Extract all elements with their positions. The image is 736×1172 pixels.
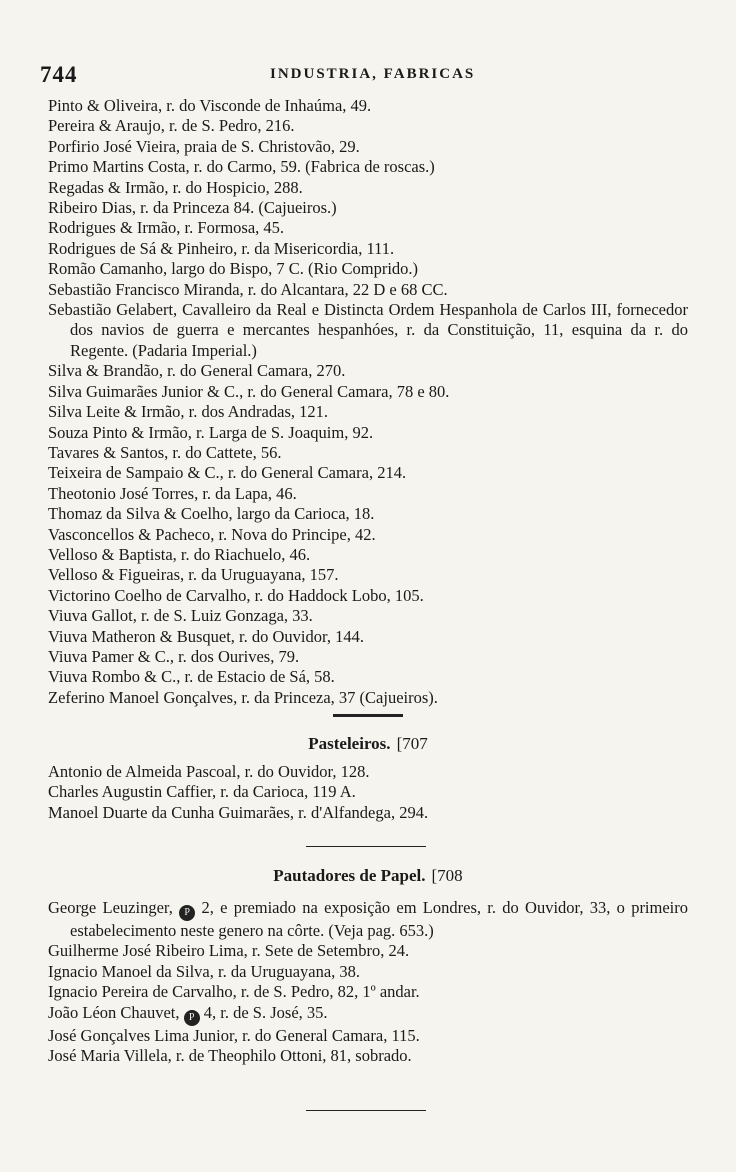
list-item: Antonio de Almeida Pascoal, r. do Ouvidor, 128. bbox=[48, 762, 370, 781]
section-number: [708 bbox=[431, 866, 463, 885]
list-item bbox=[48, 898, 688, 941]
list-item: Romão Camanho, largo do Bispo, 7 C. (Rio Comprido.) bbox=[48, 259, 419, 279]
section-title-pautadores bbox=[0, 866, 736, 886]
list-item: Primo Martins Costa, r. do Carmo, 59. (Fabrica de roscas.) bbox=[48, 157, 435, 177]
section-title-text: Pasteleiros. bbox=[308, 734, 391, 753]
list-item: Theotonio José Torres, r. da Lapa, 46. bbox=[48, 483, 297, 503]
list-item: Silva Leite & Irmão, r. dos Andradas, 121. bbox=[48, 402, 328, 422]
list-item: Vasconcellos & Pacheco, r. Nova do Principe, 42. bbox=[48, 524, 376, 544]
list-item: Ignacio Manoel da Silva, r. da Uruguayana, 38. bbox=[48, 961, 361, 981]
list-item: Zeferino Manoel Gonçalves, r. da Princeza, 37 (Cajueiros). bbox=[48, 687, 438, 707]
list-item: Viuva Gallot, r. de S. Luiz Gonzaga, 33. bbox=[48, 606, 313, 626]
section-divider bbox=[306, 1110, 426, 1111]
section-title-text: Pautadores de Papel. bbox=[273, 866, 426, 885]
entry-name: João Léon Chauvet, bbox=[48, 1002, 180, 1022]
list-item: Silva & Brandão, r. do General Camara, 270. bbox=[48, 361, 346, 381]
list-item: Manoel Duarte da Cunha Guimarães, r. d'Alfandega, 294. bbox=[48, 802, 429, 822]
list-item: Silva Guimarães Junior & C., r. do General Camara, 78 e 80. bbox=[48, 381, 450, 401]
section-number: [707 bbox=[396, 734, 428, 753]
prize-medal-icon: P bbox=[179, 905, 195, 921]
list-item: José Gonçalves Lima Junior, r. do General Camara, 115. bbox=[48, 1025, 420, 1045]
pautadores-entry-list bbox=[48, 898, 688, 1066]
section-divider bbox=[306, 846, 426, 847]
list-item: Ribeiro Dias, r. da Princeza 84. (Cajueiros.) bbox=[48, 198, 337, 218]
page-number: 744 bbox=[40, 62, 78, 87]
list-item: Viuva Rombo & C., r. de Estacio de Sá, 58. bbox=[48, 667, 335, 687]
entry-name: George Leuzinger, bbox=[48, 898, 173, 917]
list-item: José Maria Villela, r. de Theophilo Ottoni, 81, sobrado. bbox=[48, 1046, 412, 1066]
main-entry-list bbox=[48, 96, 688, 708]
list-item: Teixeira de Sampaio & C., r. do General Camara, 214. bbox=[48, 463, 407, 483]
list-item: Victorino Coelho de Carvalho, r. do Haddock Lobo, 105. bbox=[48, 585, 424, 605]
list-item: Velloso & Figueiras, r. da Uruguayana, 157. bbox=[48, 565, 339, 585]
entry-text: 2, e premiado na exposição em Londres, r. do Ouvidor, 33, o primeiro estabelecimento neste genero na côrte. (Veja pag. 653.) bbox=[70, 898, 689, 940]
list-item: Ignacio Pereira de Carvalho, r. de S. Pedro, 82, 1º andar. bbox=[48, 982, 420, 1002]
list-item: Sebastião Francisco Miranda, r. do Alcantara, 22 D e 68 CC. bbox=[48, 279, 448, 299]
list-item: Pinto & Oliveira, r. do Visconde de Inhaúma, 49. bbox=[48, 96, 372, 115]
list-item: Rodrigues & Irmão, r. Formosa, 45. bbox=[48, 218, 285, 238]
list-item: Sebastião Gelabert, Cavalleiro da Real e Distincta Ordem Hespanhola de Carlos III, fornecedor dos navios de guerra e mercantes hespanhóes, r. da Constituição, 11, esquina da r. do Regente. (Padaria Imperial.) bbox=[48, 300, 688, 360]
list-item: Thomaz da Silva & Coelho, largo da Carioca, 18. bbox=[48, 504, 375, 524]
list-item: Souza Pinto & Irmão, r. Larga de S. Joaquim, 92. bbox=[48, 422, 374, 442]
page-header bbox=[40, 62, 680, 92]
list-item: Pereira & Araujo, r. de S. Pedro, 216. bbox=[48, 116, 295, 136]
section-divider bbox=[333, 714, 403, 717]
prize-medal-icon: P bbox=[184, 1010, 200, 1026]
list-item: Rodrigues de Sá & Pinheiro, r. da Misericordia, 111. bbox=[48, 238, 395, 258]
list-item bbox=[48, 1003, 688, 1026]
list-item: Velloso & Baptista, r. do Riachuelo, 46. bbox=[48, 544, 311, 564]
list-item: Viuva Matheron & Busquet, r. do Ouvidor, 144. bbox=[48, 626, 364, 646]
section-title-pasteleiros bbox=[0, 734, 736, 754]
pasteleiros-entry-list bbox=[48, 762, 688, 823]
list-item: Regadas & Irmão, r. do Hospicio, 288. bbox=[48, 177, 303, 197]
list-item: Porfirio José Vieira, praia de S. Christovão, 29. bbox=[48, 136, 360, 156]
list-item: Guilherme José Ribeiro Lima, r. Sete de Setembro, 24. bbox=[48, 941, 410, 961]
running-title: INDUSTRIA, FABRICAS bbox=[270, 66, 476, 82]
list-item: Viuva Pamer & C., r. dos Ourives, 79. bbox=[48, 646, 300, 666]
list-item: Tavares & Santos, r. do Cattete, 56. bbox=[48, 442, 282, 462]
list-item: Charles Augustin Caffier, r. da Carioca, 119 A. bbox=[48, 782, 356, 802]
entry-text: 4, r. de S. José, 35. bbox=[203, 1002, 328, 1022]
